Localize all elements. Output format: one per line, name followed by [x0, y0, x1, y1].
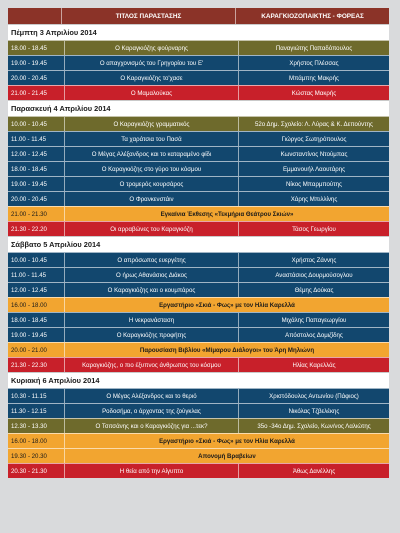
- performer-cell: Τάσος Γεωργίου: [238, 222, 389, 236]
- performance-row: [8, 252, 389, 267]
- title-cell: Ο Καραγκιόζης το'χασε: [64, 71, 238, 85]
- event-banner-cell: Παρουσίαση Βιβλίου «Μίμαρου Διάλογοι» του Άρη Μηλιώνη: [64, 343, 389, 357]
- day-heading: Παρασκευή 4 Απριλίου 2014: [8, 100, 389, 116]
- time-cell: 11.00 - 11.45: [11, 135, 47, 143]
- title-cell: Ο απαγχονισμός του Γρηγορίου του Ε': [64, 56, 238, 70]
- time-cell: 21.00 - 21.30: [11, 210, 47, 218]
- time-cell: 12.00 - 12.45: [11, 150, 47, 158]
- title-cell: Ο Καραγκιόζης προφήτης: [64, 328, 238, 342]
- performance-row: [8, 55, 389, 70]
- time-cell: 11.30 - 12.15: [11, 407, 47, 415]
- time-cell: 21.30 - 22.20: [11, 225, 47, 233]
- performer-cell: Θέμης Δούκας: [238, 283, 389, 297]
- time-cell: 20.00 - 20.45: [11, 195, 47, 203]
- performer-cell: Αναστάσιος Δουρμούσογλου: [238, 268, 389, 282]
- title-cell: Ροδοσήμα, ο άρχοντας της ζούγκλας: [64, 404, 238, 418]
- event-banner-cell: Εργαστήριο «Σκιά - Φως» με τον Ηλία Καρελλά: [64, 298, 389, 312]
- performance-row: [8, 70, 389, 85]
- title-cell: Ο Μέγας Αλέξανδρος και το θεριό: [64, 389, 238, 403]
- performance-row: [8, 312, 389, 327]
- performance-row: [8, 161, 389, 176]
- performer-cell: Παναγιώτης Παπαδόπουλος: [238, 41, 389, 55]
- time-cell: 11.00 - 11.45: [11, 271, 47, 279]
- day-heading: Σάββατο 5 Απριλίου 2014: [8, 236, 389, 252]
- event-row: [8, 297, 389, 312]
- event-banner-cell: Εργαστήριο «Σκιά - Φως» με τον Ηλία Καρελλά: [64, 434, 389, 448]
- performance-row: [8, 282, 389, 297]
- title-cell: Ο Καραγκιόζης γραμματικός: [64, 117, 238, 131]
- performance-row: [8, 116, 389, 131]
- title-cell: Η νεκρανάσταση: [64, 313, 238, 327]
- performance-row: [8, 221, 389, 236]
- title-cell: Ο τρομερός κουρσάρος: [64, 177, 238, 191]
- title-cell: Ο Καραγκιόζης φούρναρης: [64, 41, 238, 55]
- title-cell: Η θεία από την Αίγυπτο: [64, 464, 238, 478]
- title-cell: Ο Μέγας Αλέξανδρος και το καταραμένο φίδι: [64, 147, 238, 161]
- time-cell: 10.00 - 10.45: [11, 256, 47, 264]
- title-cell: Οι αρραβώνες του Καραγκιόζη: [64, 222, 238, 236]
- event-row: [8, 206, 389, 221]
- time-cell: 10.00 - 10.45: [11, 120, 47, 128]
- time-cell: 18.00 - 18.45: [11, 316, 47, 324]
- time-cell: 18.00 - 18.45: [11, 165, 47, 173]
- performance-row: [8, 85, 389, 100]
- table-header: [8, 8, 389, 24]
- performer-cell: Νίκος Μπαρμπούτης: [238, 177, 389, 191]
- performance-row: [8, 146, 389, 161]
- performer-cell: Μπάμπης Μακρής: [238, 71, 389, 85]
- event-row: [8, 342, 389, 357]
- performer-cell: Ηλίας Καρελλάς: [238, 358, 389, 372]
- performance-row: [8, 191, 389, 206]
- time-cell: 18.00 - 18.45: [11, 44, 47, 52]
- performer-cell: Χρήστος Ζάννης: [238, 253, 389, 267]
- performance-row: [8, 388, 389, 403]
- performer-cell: 35ο -34ο Δημ. Σχολείο, Κων/νος Λαλιώτης: [238, 419, 389, 433]
- performance-row: [8, 418, 389, 433]
- performer-cell: Χάρης Μπιλλίνης: [238, 192, 389, 206]
- time-cell: 19.00 - 19.45: [11, 59, 47, 67]
- performance-row: [8, 40, 389, 55]
- performance-row: [8, 463, 389, 478]
- time-cell: 10.30 - 11.15: [11, 392, 47, 400]
- performer-cell: Νικόλας Τζβελέκης: [238, 404, 389, 418]
- performer-cell: Κωνσταντίνος Ντούμπας: [238, 147, 389, 161]
- event-row: [8, 433, 389, 448]
- event-banner-cell: Απονομή Βραβείων: [64, 449, 389, 463]
- header-title-cell: ΤΙΤΛΟΣ ΠΑΡΑΣΤΑΣΗΣ: [61, 8, 235, 24]
- performer-cell: Άθως Δανέλλης: [238, 464, 389, 478]
- event-row: [8, 448, 389, 463]
- title-cell: Ο Φρανκενστάιν: [64, 192, 238, 206]
- title-cell: Ο Τσιτσάνης και ο Καραγκιόζης για ...τεκ?: [64, 419, 238, 433]
- day-heading: Πέμπτη 3 Απριλίου 2014: [8, 24, 389, 40]
- time-cell: 12.30 - 13.30: [11, 422, 47, 430]
- time-cell: 20.30 - 21.30: [11, 467, 47, 475]
- time-cell: 19.00 - 19.45: [11, 180, 47, 188]
- performer-cell: Απόστολος Δομιζίδης: [238, 328, 389, 342]
- time-cell: 21.00 - 21.45: [11, 89, 47, 97]
- title-cell: Ο απρόσωπος ευεργέτης: [64, 253, 238, 267]
- performer-cell: 52ο Δημ. Σχολείο: Λ. Λύρας & Κ. Δεπούντης: [238, 117, 389, 131]
- title-cell: Ο Καραγκιόζης στο γύρο του κόσμου: [64, 162, 238, 176]
- performer-cell: Χρήστος Πλέσσας: [238, 56, 389, 70]
- performer-cell: Γιώργος Σωτηρόπουλος: [238, 132, 389, 146]
- time-cell: 20.00 - 21.00: [11, 346, 47, 354]
- performer-cell: Χριστόδουλος Αντωνίου (Πάφιος): [238, 389, 389, 403]
- time-cell: 16.00 - 18.00: [11, 301, 47, 309]
- performance-row: [8, 176, 389, 191]
- performance-row: [8, 403, 389, 418]
- header-time-cell: [8, 8, 61, 24]
- performer-cell: Κώστας Μακρής: [238, 86, 389, 100]
- title-cell: Ο ήρως Αθανάσιος Διάκος: [64, 268, 238, 282]
- performance-row: [8, 267, 389, 282]
- title-cell: Τα χαράτσια του Πασά: [64, 132, 238, 146]
- day-heading: Κυριακή 6 Απριλίου 2014: [8, 372, 389, 388]
- performance-row: [8, 327, 389, 342]
- title-cell: Ο Μαμαλούκας: [64, 86, 238, 100]
- schedule-table: [8, 8, 389, 478]
- time-cell: 20.00 - 20.45: [11, 74, 47, 82]
- event-banner-cell: Εγκαίνια Έκθεσης «Τεκμήρια Θεάτρου Σκιών»: [64, 207, 389, 221]
- performance-row: [8, 357, 389, 372]
- time-cell: 19.00 - 19.45: [11, 331, 47, 339]
- time-cell: 16.00 - 18.00: [11, 437, 47, 445]
- time-cell: 21.30 - 22.30: [11, 361, 47, 369]
- schedule-days: [8, 24, 389, 478]
- header-performer-cell: ΚΑΡΑΓΚΙΟΖΟΠΑΙΚΤΗΣ - ΦΟΡΕΑΣ: [235, 8, 389, 24]
- title-cell: Καραγκιόζης, ο πιο έξυπνος άνθρωπος του κόσμου: [64, 358, 238, 372]
- title-cell: Ο Καραγκιόζης και ο κουμπάρος: [64, 283, 238, 297]
- time-cell: 12.00 - 12.45: [11, 286, 47, 294]
- performer-cell: Εμμανουήλ Λαουτάρης: [238, 162, 389, 176]
- performer-cell: Μιχάλης Παπαγεωργίου: [238, 313, 389, 327]
- time-cell: 19.30 - 20.30: [11, 452, 47, 460]
- performance-row: [8, 131, 389, 146]
